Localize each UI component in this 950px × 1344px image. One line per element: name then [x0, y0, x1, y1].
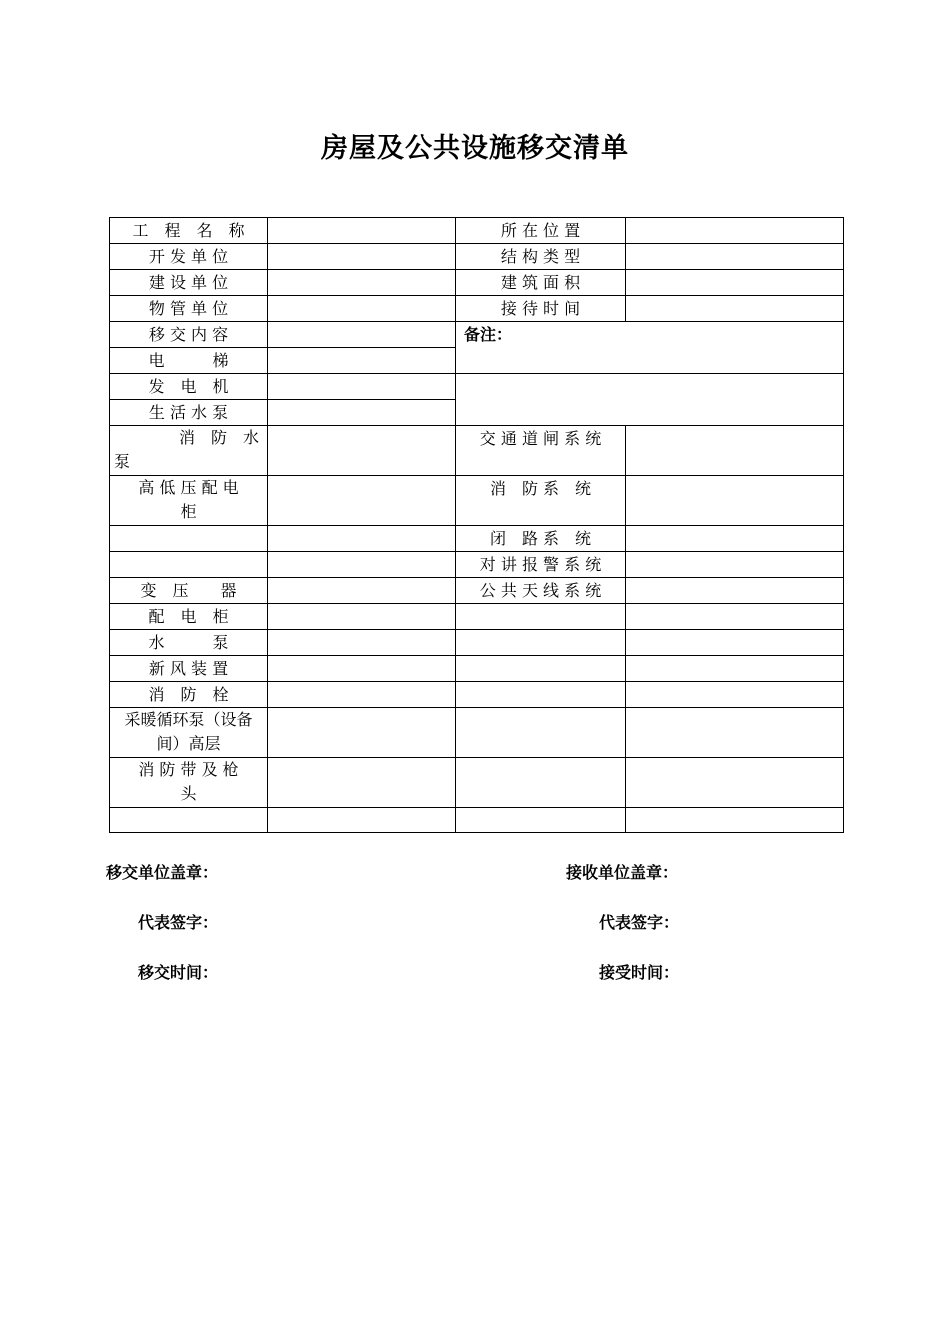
receiving-rep-signature-label: 代表签字：	[599, 913, 680, 932]
transfer-unit-stamp-label: 移交单位盖章：	[106, 863, 219, 882]
blank-field-cell[interactable]	[626, 682, 844, 708]
hv-lv-cabinet-label-line1: 高 低 压 配 电	[138, 478, 239, 497]
project-name-field[interactable]	[268, 218, 456, 244]
fire-system-label: 消 防 系 统	[456, 476, 626, 526]
traffic-gate-field[interactable]	[626, 426, 844, 476]
hv-lv-cabinet-label	[110, 476, 268, 526]
remarks-cell[interactable]	[456, 322, 844, 374]
blank-label-cell[interactable]	[110, 552, 268, 578]
structure-type-field[interactable]	[626, 244, 844, 270]
blank-field-cell[interactable]	[268, 552, 456, 578]
domestic-pump-label: 生 活 水 泵	[110, 400, 268, 426]
traffic-gate-label: 交 通 道 闸 系 统	[456, 426, 626, 476]
handover-content-field[interactable]	[268, 322, 456, 348]
fire-hose-label-line1: 消 防 带 及 枪	[138, 760, 239, 779]
blank-label-cell[interactable]	[456, 604, 626, 630]
table-row	[110, 656, 844, 682]
transfer-time-label: 移交时间：	[138, 963, 219, 982]
location-label: 所 在 位 置	[456, 218, 626, 244]
antenna-system-label: 公 共 天 线 系 统	[456, 578, 626, 604]
table-row	[110, 218, 844, 244]
page-title: 房屋及公共设施移交清单	[321, 133, 629, 164]
table-row	[110, 322, 844, 348]
reception-time-label: 接 待 时 间	[456, 296, 626, 322]
remarks-extra-cell[interactable]	[456, 374, 844, 426]
handover-content-label: 移 交 内 容	[110, 322, 268, 348]
fresh-air-label: 新 风 装 置	[110, 656, 268, 682]
table-row	[110, 296, 844, 322]
heating-pump-field[interactable]	[268, 708, 456, 758]
receiving-unit-stamp-label: 接收单位盖章：	[566, 863, 679, 882]
hv-lv-cabinet-label-line2: 柜	[180, 502, 197, 521]
intercom-alarm-field[interactable]	[626, 552, 844, 578]
table-row	[110, 708, 844, 758]
table-row	[110, 578, 844, 604]
elevator-label: 电 梯	[110, 348, 268, 374]
blank-field-cell[interactable]	[626, 708, 844, 758]
structure-type-label: 结 构 类 型	[456, 244, 626, 270]
floor-area-label: 建 筑 面 积	[456, 270, 626, 296]
location-field[interactable]	[626, 218, 844, 244]
fire-hose-label	[110, 758, 268, 808]
blank-field-cell[interactable]	[268, 808, 456, 833]
fire-pump-field[interactable]	[268, 426, 456, 476]
builder-label: 建 设 单 位	[110, 270, 268, 296]
blank-label-cell[interactable]	[456, 682, 626, 708]
cctv-system-field[interactable]	[626, 526, 844, 552]
cctv-system-label: 闭 路 系 统	[456, 526, 626, 552]
floor-area-field[interactable]	[626, 270, 844, 296]
table-row	[110, 604, 844, 630]
fire-hydrant-field[interactable]	[268, 682, 456, 708]
water-pump-label: 水 泵	[110, 630, 268, 656]
transformer-field[interactable]	[268, 578, 456, 604]
table-row	[110, 244, 844, 270]
generator-label: 发 电 机	[110, 374, 268, 400]
blank-label-cell[interactable]	[456, 708, 626, 758]
fire-pump-label	[110, 426, 268, 476]
transfer-rep-signature-label: 代表签字：	[138, 913, 219, 932]
fire-hydrant-label: 消 防 栓	[110, 682, 268, 708]
blank-field-cell[interactable]	[626, 808, 844, 833]
fire-pump-label-line2: 泵	[114, 452, 131, 471]
heating-pump-label-line2: 间）高层	[156, 734, 221, 753]
fire-hose-label-line2: 头	[180, 784, 197, 803]
table-row	[110, 758, 844, 808]
domestic-pump-field[interactable]	[268, 400, 456, 426]
fire-system-field[interactable]	[626, 476, 844, 526]
developer-field[interactable]	[268, 244, 456, 270]
heating-pump-label	[110, 708, 268, 758]
blank-label-cell[interactable]	[110, 808, 268, 833]
distribution-cabinet-label: 配 电 柜	[110, 604, 268, 630]
table-row	[110, 270, 844, 296]
antenna-system-field[interactable]	[626, 578, 844, 604]
intercom-alarm-label: 对 讲 报 警 系 统	[456, 552, 626, 578]
property-mgmt-field[interactable]	[268, 296, 456, 322]
fire-pump-label-line1: 消 防 水	[178, 428, 259, 447]
transformer-label: 变 压 器	[110, 578, 268, 604]
distribution-cabinet-field[interactable]	[268, 604, 456, 630]
developer-label: 开 发 单 位	[110, 244, 268, 270]
blank-label-cell[interactable]	[110, 526, 268, 552]
blank-field-cell[interactable]	[268, 526, 456, 552]
generator-field[interactable]	[268, 374, 456, 400]
table-row	[110, 426, 844, 476]
blank-label-cell[interactable]	[456, 808, 626, 833]
blank-label-cell[interactable]	[456, 656, 626, 682]
project-name-label: 工 程 名 称	[110, 218, 268, 244]
blank-field-cell[interactable]	[626, 656, 844, 682]
table-row	[110, 808, 844, 833]
fire-hose-field[interactable]	[268, 758, 456, 808]
elevator-field[interactable]	[268, 348, 456, 374]
blank-label-cell[interactable]	[456, 758, 626, 808]
table-row	[110, 526, 844, 552]
blank-field-cell[interactable]	[626, 630, 844, 656]
blank-label-cell[interactable]	[456, 630, 626, 656]
blank-field-cell[interactable]	[626, 758, 844, 808]
water-pump-field[interactable]	[268, 630, 456, 656]
property-mgmt-label: 物 管 单 位	[110, 296, 268, 322]
hv-lv-cabinet-field[interactable]	[268, 476, 456, 526]
table-row	[110, 552, 844, 578]
receiving-time-label: 接受时间：	[599, 963, 680, 982]
blank-field-cell[interactable]	[626, 604, 844, 630]
table-row	[110, 374, 844, 400]
table-row	[110, 476, 844, 526]
remarks-label: 备注：	[464, 325, 513, 344]
reception-time-field[interactable]	[626, 296, 844, 322]
fresh-air-field[interactable]	[268, 656, 456, 682]
handover-table	[109, 217, 844, 833]
table-row	[110, 682, 844, 708]
builder-field[interactable]	[268, 270, 456, 296]
table-row	[110, 630, 844, 656]
heating-pump-label-line1: 采暖循环泵（设备	[124, 710, 253, 729]
